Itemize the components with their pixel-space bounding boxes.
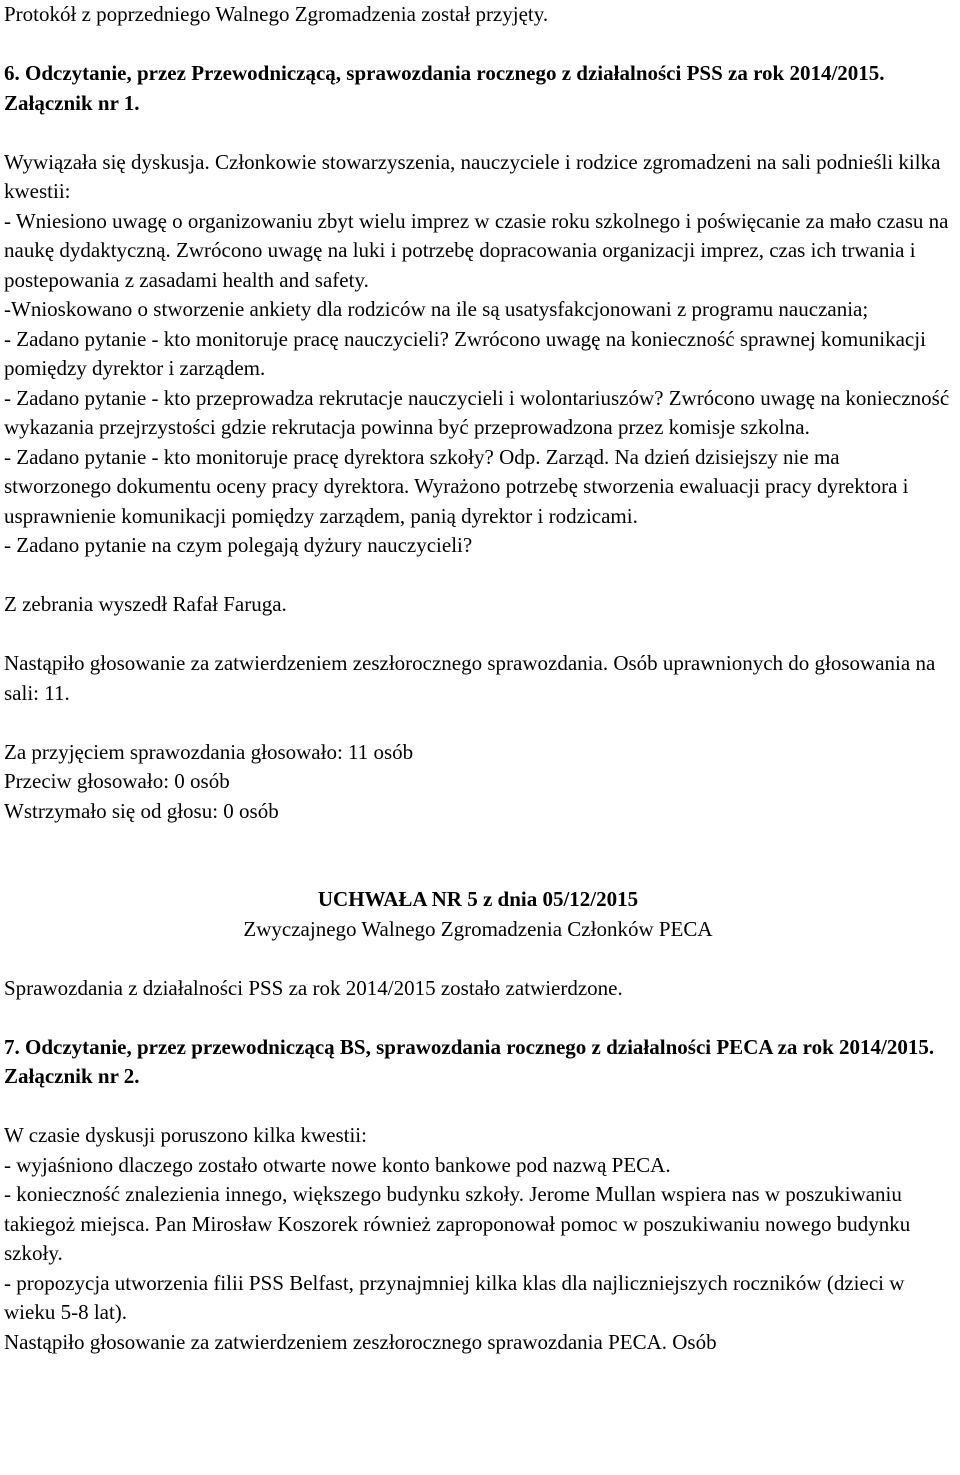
discussion-item: - Zadano pytanie - kto przeprowadza rekrutacje nauczycieli i wolontariuszów? Zwrócono uwagę na konieczność wykazania przejrzystości gdzie rekrutacja powinna być przeprowadzona przez komisje szkolna. xyxy=(4,385,950,439)
spacer xyxy=(4,118,952,148)
discussion-intro: W czasie dyskusji poruszono kilka kwestii: xyxy=(4,1123,367,1147)
vote-results xyxy=(4,738,952,827)
votes-against: Przeciw głosowało: 0 osób xyxy=(4,769,230,793)
section-6-heading: 6. Odczytanie, przez Przewodniczącą, sprawozdania rocznego z działalności PSS za rok 2014/2015. Załącznik nr 1. xyxy=(4,61,885,115)
spacer xyxy=(4,856,952,886)
votes-for: Za przyjęciem sprawozdania głosowało: 11 osób xyxy=(4,739,414,764)
left-meeting-note: Z zebrania wyszedł Rafał Faruga. xyxy=(4,592,287,616)
spacer xyxy=(4,1003,952,1033)
resolution-subtitle: Zwyczajnego Walnego Zgromadzenia Członków PECA xyxy=(243,916,713,941)
intro-paragraph: Protokół z poprzedniego Walnego Zgromadzenia został przyjęty. xyxy=(4,2,549,26)
spacer xyxy=(4,944,952,974)
discussion-item: - propozycja utworzenia filii PSS Belfast, przynajmniej kilka klas dla najliczniejszych roczników (dzieci w wieku 5-8 lat). xyxy=(4,1270,905,1324)
discussion-item: - Zadano pytanie - kto monitoruje pracę nauczycieli? Zwrócono uwagę na konieczność sprawnej komunikacji pomiędzy dyrektor i zarządem. xyxy=(4,326,926,380)
discussion-item: - Zadano pytanie - kto monitoruje pracę dyrektora szkoły? Odp. Zarząd. Na dzień dzisiejszy nie ma stworzonego dokumentu oceny pracy dyrektora. Wyrażono potrzebę stworzenia ewaluacji pracy dyrektora i usprawnienie komunikacji pomiędzy zarządem, panią dyrektor i rodzicami. xyxy=(4,444,909,528)
resolution-text: Sprawozdania z działalności PSS za rok 2014/2015 zostało zatwierdzone. xyxy=(4,975,623,1000)
discussion-item: - Zadano pytanie na czym polegają dyżury nauczycieli? xyxy=(4,533,473,557)
spacer xyxy=(4,30,952,60)
spacer xyxy=(4,826,952,856)
section-7-heading: 7. Odczytanie, przez przewodniczącą BS, sprawozdania rocznego z działalności PECA za rok 2014/2015. Załącznik nr 2. xyxy=(4,1034,935,1088)
spacer xyxy=(4,620,952,650)
discussion-item: - konieczność znalezienia innego, większego budynku szkoły. Jerome Mullan wspiera nas w poszukiwaniu takiegoż miejsca. Pan Mirosław Koszorek również zaproponował pomoc w poszukiwaniu nowego budynku szkoły. xyxy=(4,1182,911,1265)
spacer xyxy=(4,1092,952,1122)
spacer xyxy=(4,561,952,591)
resolution-title: UCHWAŁA NR 5 z dnia 05/12/2015 xyxy=(317,887,639,911)
discussion-item: - wyjaśniono dlaczego zostało otwarte nowe konto bankowe pod nazwą PECA. xyxy=(4,1152,671,1177)
section-7-discussion xyxy=(4,1121,952,1357)
spacer xyxy=(4,708,952,738)
discussion-item: Nastąpiło głosowanie za zatwierdzeniem zeszłorocznego sprawozdania PECA. Osób xyxy=(4,1329,717,1354)
vote-intro-paragraph: Nastąpiło głosowanie za zatwierdzeniem zeszłorocznego sprawozdania. Osób uprawnionych do głosowania na sali: 11. xyxy=(4,651,936,705)
discussion-intro: Wywiązała się dyskusja. Członkowie stowarzyszenia, nauczyciele i rodzice zgromadzeni na sali podnieśli kilka kwestii: xyxy=(4,149,941,203)
votes-abstain: Wstrzymało się od głosu: 0 osób xyxy=(4,798,279,823)
discussion-item: -Wnioskowano o stworzenie ankiety dla rodziców na ile są usatysfakcjonowani z programu nauczania; xyxy=(4,297,869,321)
section-6-discussion xyxy=(4,148,952,561)
discussion-item: - Wniesiono uwagę o organizowaniu zbyt wielu imprez w czasie roku szkolnego i poświęcanie za mało czasu na naukę dydaktyczną. Zwrócono uwagę na luki i potrzebę dopracowania organizacji imprez, czas ich trwania i postepowania z zasadami health and safety. xyxy=(4,208,949,292)
